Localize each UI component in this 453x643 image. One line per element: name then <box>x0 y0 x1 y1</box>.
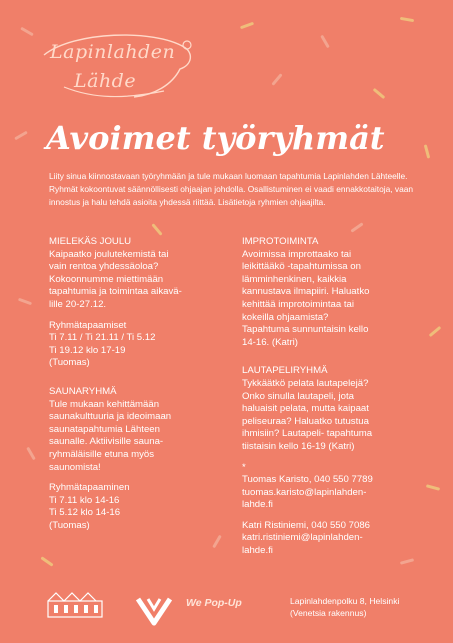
lapinlahden-lahde-logo <box>34 25 204 105</box>
v-symbol-logo <box>134 593 174 627</box>
logo-text-line2: Lähde <box>74 70 137 92</box>
section-title-sauna: SAUNARYHMÄ <box>49 385 117 397</box>
pop-lapinlahti-logo <box>46 591 104 625</box>
contact-tuomas: Tuomas Karisto, 040 550 7789 tuomas.karisto@lapinlahden- lahde.fi <box>242 474 373 511</box>
joulu-meetings: Ryhmätapaamiset Ti 7.11 / Ti 21.11 / Ti 5.12 Ti 19.12 klo 17-19 (Tuomas) <box>49 319 156 369</box>
left-column <box>49 236 233 532</box>
footer <box>0 585 453 643</box>
sauna-description: Tule mukaan kehittämään saunakulttuuria ja ideoimaan saunatapahtumia Lähteen saunalle. Aktiivisille sauna- ryhmäläisille etuna myös saunomista! <box>49 398 172 473</box>
right-column <box>242 236 426 558</box>
logo-text-line1: Lapinlahden <box>50 41 176 63</box>
section-title-impro: IMPROTOIMINTA <box>242 236 319 247</box>
section-title-lauta: LAUTAPELIRYHMÄ <box>242 365 328 377</box>
contact-star: * <box>242 461 246 473</box>
contact-katri: Katri Ristiniemi, 040 550 7086 katri.ristiniemi@lapinlahden- lahde.fi <box>242 519 370 557</box>
section-title-joulu: MIELEKÄS JOULU <box>49 236 132 247</box>
address: Lapinlahdenpolku 8, Helsinki (Venetsia rakennus) <box>290 596 400 618</box>
page-title: Avoimet työryhmät <box>46 119 385 157</box>
sauna-meetings: Ryhmätapaaminen Ti 7.11 klo 14-16 Ti 5.12 klo 14-16 (Tuomas) <box>49 482 130 531</box>
we-pop-up-logo: We Pop-Up <box>186 597 242 609</box>
intro-paragraph: Liity sinua kiinnostavaan työryhmään ja tule mukaan luomaan tapahtumia Lapinlahden Lähteelle. Ryhmät kokoontuvat säännöllisesti ohjaajan johdolla. Osallistuminen ei vaadi ennakkotaitoja, vaan innostus ja halu tehdä asioita yhdessä riittää. Lisätietoja ryhmien ohjaajilta. <box>49 171 414 207</box>
joulu-description: Kaipaatko joulutekemistä tai vain rentoa yhdessäoloa? Kokoonnumme miettimään tapahtumia ja toimintaa aikavä- lille 20-27.12. <box>49 248 182 310</box>
impro-description: Avoimissa improttaako tai leikittääkö -tapahtumissa on lämminhenkinen, kaikkia kannustava ilmapiiri. Haluatko kehittää improtoimintaa tai kokeilla ohjaamista? Tapahtuma sunnuntaisin kello 14-16. (Katri) <box>242 248 370 348</box>
lauta-description: Tykkäätkö pelata lautapelejä? Onko sinulla lautapeli, jota haluaisit pelata, mutta kaipaat peliseuraa? Haluatko tutustua ihmisiin? Lautapeli- tapahtuma tiistaisin kello 16-19 (Katri) <box>242 377 373 452</box>
